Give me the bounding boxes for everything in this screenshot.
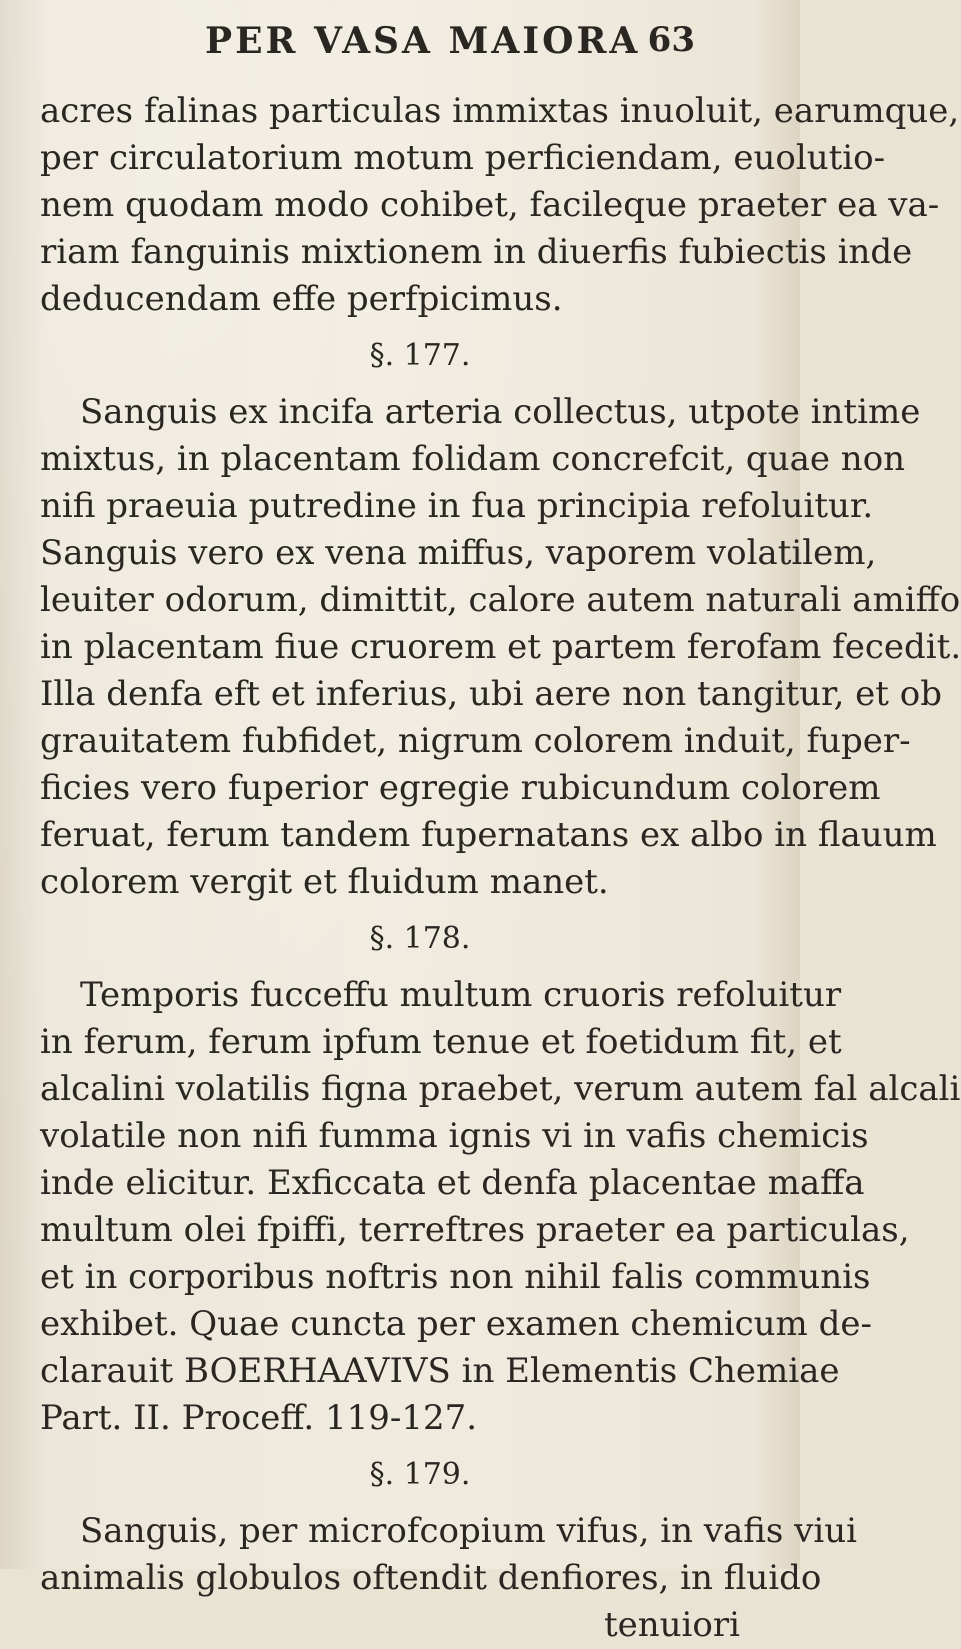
text-line: feruat, ferum tandem fupernatans ex albo in flauum — [40, 815, 937, 855]
text-line: colorem vergit et fluidum manet. — [40, 862, 609, 902]
paragraph-179 — [40, 1508, 858, 1649]
text-line: in ferum, ferum ipfum tenue et foetidum fit, et — [40, 1022, 842, 1062]
section-heading-177: §. 177. — [369, 338, 471, 373]
text-line: Illa denfa eft et inferius, ubi aere non tangitur, et ob — [40, 674, 943, 714]
text-line: nem quodam modo cohibet, facileque praeter ea va- — [40, 185, 940, 225]
text-line: per circulatorium motum perficiendam, euolutio- — [40, 138, 886, 178]
text-line: acres falinas particulas immixtas inuoluit, earumque, — [40, 91, 960, 131]
text-line: exhibet. Quae cuncta per examen chemicum de- — [40, 1304, 872, 1344]
text-line: mixtus, in placentam folidam concrefcit, quae non — [40, 439, 906, 479]
text-line: Sanguis vero ex vena miffus, vaporem volatilem, — [40, 533, 877, 573]
text-line: alcalini volatilis figna praebet, verum autem fal alcali — [40, 1069, 961, 1109]
text-line: clarauit BOERHAAVIVS in Elementis Chemiae — [40, 1351, 840, 1391]
text-line: volatile non nifi fumma ignis vi in vafis chemicis — [40, 1116, 869, 1156]
text-block — [40, 88, 961, 1649]
text-line: Part. II. Proceff. 119-127. — [40, 1398, 478, 1438]
text-line: riam fanguinis mixtionem in diuerfis fubiectis inde — [40, 232, 913, 272]
text-line: et in corporibus noftris non nihil falis communis — [40, 1257, 871, 1297]
running-title: PER VASA MAIORA — [205, 20, 641, 62]
paragraph-178 — [40, 972, 961, 1442]
page-number: 63 — [647, 20, 695, 60]
catchword: tenuiori — [603, 1605, 740, 1645]
section-heading-179: §. 179. — [369, 1457, 471, 1492]
text-line: inde elicitur. Exficcata et denfa placentae maffa — [40, 1163, 865, 1203]
text-line: ficies vero fuperior egregie rubicundum colorem — [40, 768, 881, 808]
section-heading-178: §. 178. — [369, 921, 471, 956]
text-line: in placentam fiue cruorem et partem ferofam fecedit. — [40, 627, 961, 667]
text-line: deducendam effe perfpicimus. — [40, 279, 563, 319]
text-line: leuiter odorum, dimittit, calore autem naturali amiffo — [40, 580, 961, 620]
text-line: animalis globulos oftendit denfiores, in fluido — [40, 1558, 822, 1598]
text-line: multum olei fpiffi, terreftres praeter ea particulas, — [40, 1210, 910, 1250]
text-line: nifi praeuia putredine in fua principia refoluitur. — [40, 486, 874, 526]
text-line: Sanguis, per microfcopium vifus, in vafis viui — [80, 1511, 858, 1551]
text-line: Sanguis ex incifa arteria collectus, utpote intime — [80, 392, 921, 432]
text-line: Temporis fucceffu multum cruoris refoluitur — [80, 975, 842, 1015]
page-header — [175, 20, 695, 80]
paragraph-continued — [40, 88, 960, 323]
paragraph-177 — [40, 389, 961, 906]
text-line: grauitatem fubfidet, nigrum colorem induit, fuper- — [40, 721, 911, 761]
